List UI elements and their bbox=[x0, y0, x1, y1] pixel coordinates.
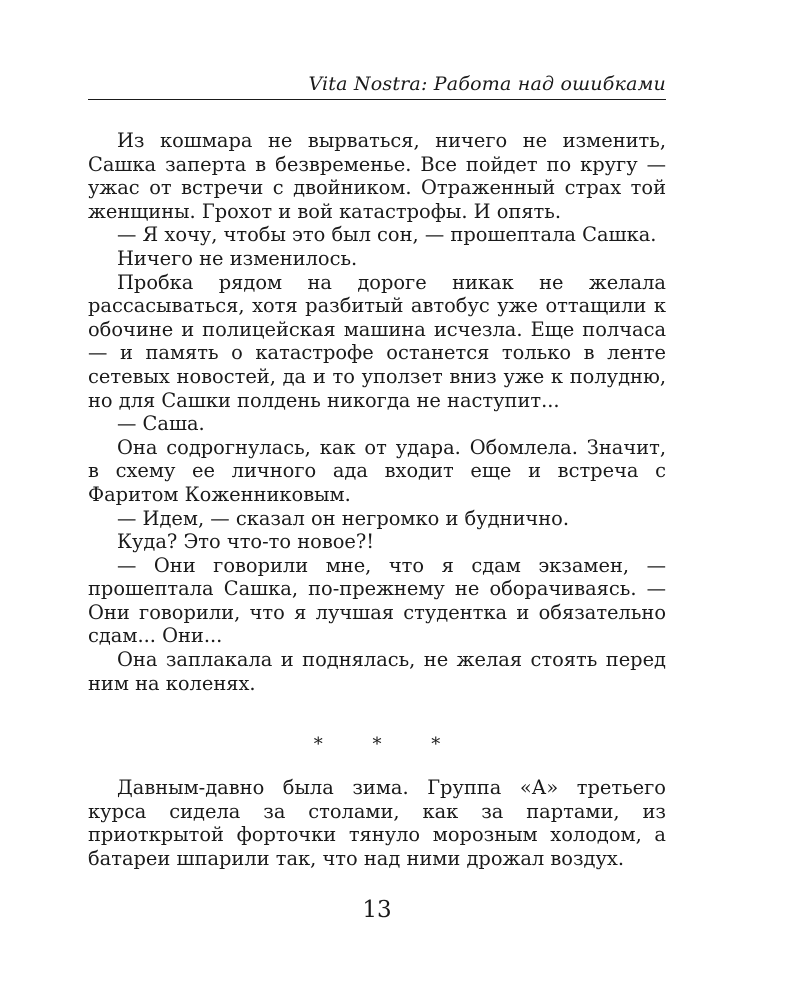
paragraph: — Я хочу, чтобы это был сон, — прошептала Сашка. bbox=[117, 223, 657, 247]
page-number: 13 bbox=[362, 897, 392, 923]
body-text bbox=[88, 129, 666, 871]
paragraph: — Они говорили мне, что я сдам экзамен, — прошептала Сашка, по-прежнему не оборачиваясь. — Они говорили, что я лучшая студентка и обязательно сдам... Они... bbox=[88, 553, 666, 648]
paragraph: Пробка рядом на дороге никак не желала рассасываться, хотя разбитый автобус уже оттащили к обочине и полицейская машина исчезла. Еще полчаса — и память о катастрофе останется только в ленте сетевых новостей, да и то уползет вниз уже к полудню, но для Сашки полдень никогда не наступит... bbox=[88, 270, 666, 412]
running-head: Vita Nostra: Работа над ошибками bbox=[308, 73, 666, 95]
paragraph: Она заплакала и поднялась, не желая стоять перед ним на коленях. bbox=[88, 648, 666, 695]
paragraph: Давным-давно была зима. Группа «А» третьего курса сидела за столами, как за партами, из приоткрытой форточки тянуло морозным холодом, а батареи шпарили так, что над ними дрожал воздух. bbox=[88, 776, 666, 871]
paragraph: — Идем, — сказал он негромко и буднично. bbox=[117, 506, 569, 530]
paragraph: — Саша. bbox=[117, 412, 205, 436]
header-rule bbox=[88, 99, 666, 100]
section-separator: * * * bbox=[313, 734, 463, 756]
paragraph: Она содрогнулась, как от удара. Обомлела. Значит, в схему ее личного ада входит еще и встреча с Фаритом Коженниковым. bbox=[88, 435, 666, 506]
paragraph: Куда? Это что-то новое?! bbox=[117, 530, 375, 554]
paragraph: Из кошмара не вырваться, ничего не изменить, Сашка заперта в безвременье. Все пойдет по кругу — ужас от встречи с двойником. Отраженный страх той женщины. Грохот и вой катастрофы. И опять. bbox=[88, 129, 666, 223]
paragraph: Ничего не изменилось. bbox=[117, 246, 358, 270]
